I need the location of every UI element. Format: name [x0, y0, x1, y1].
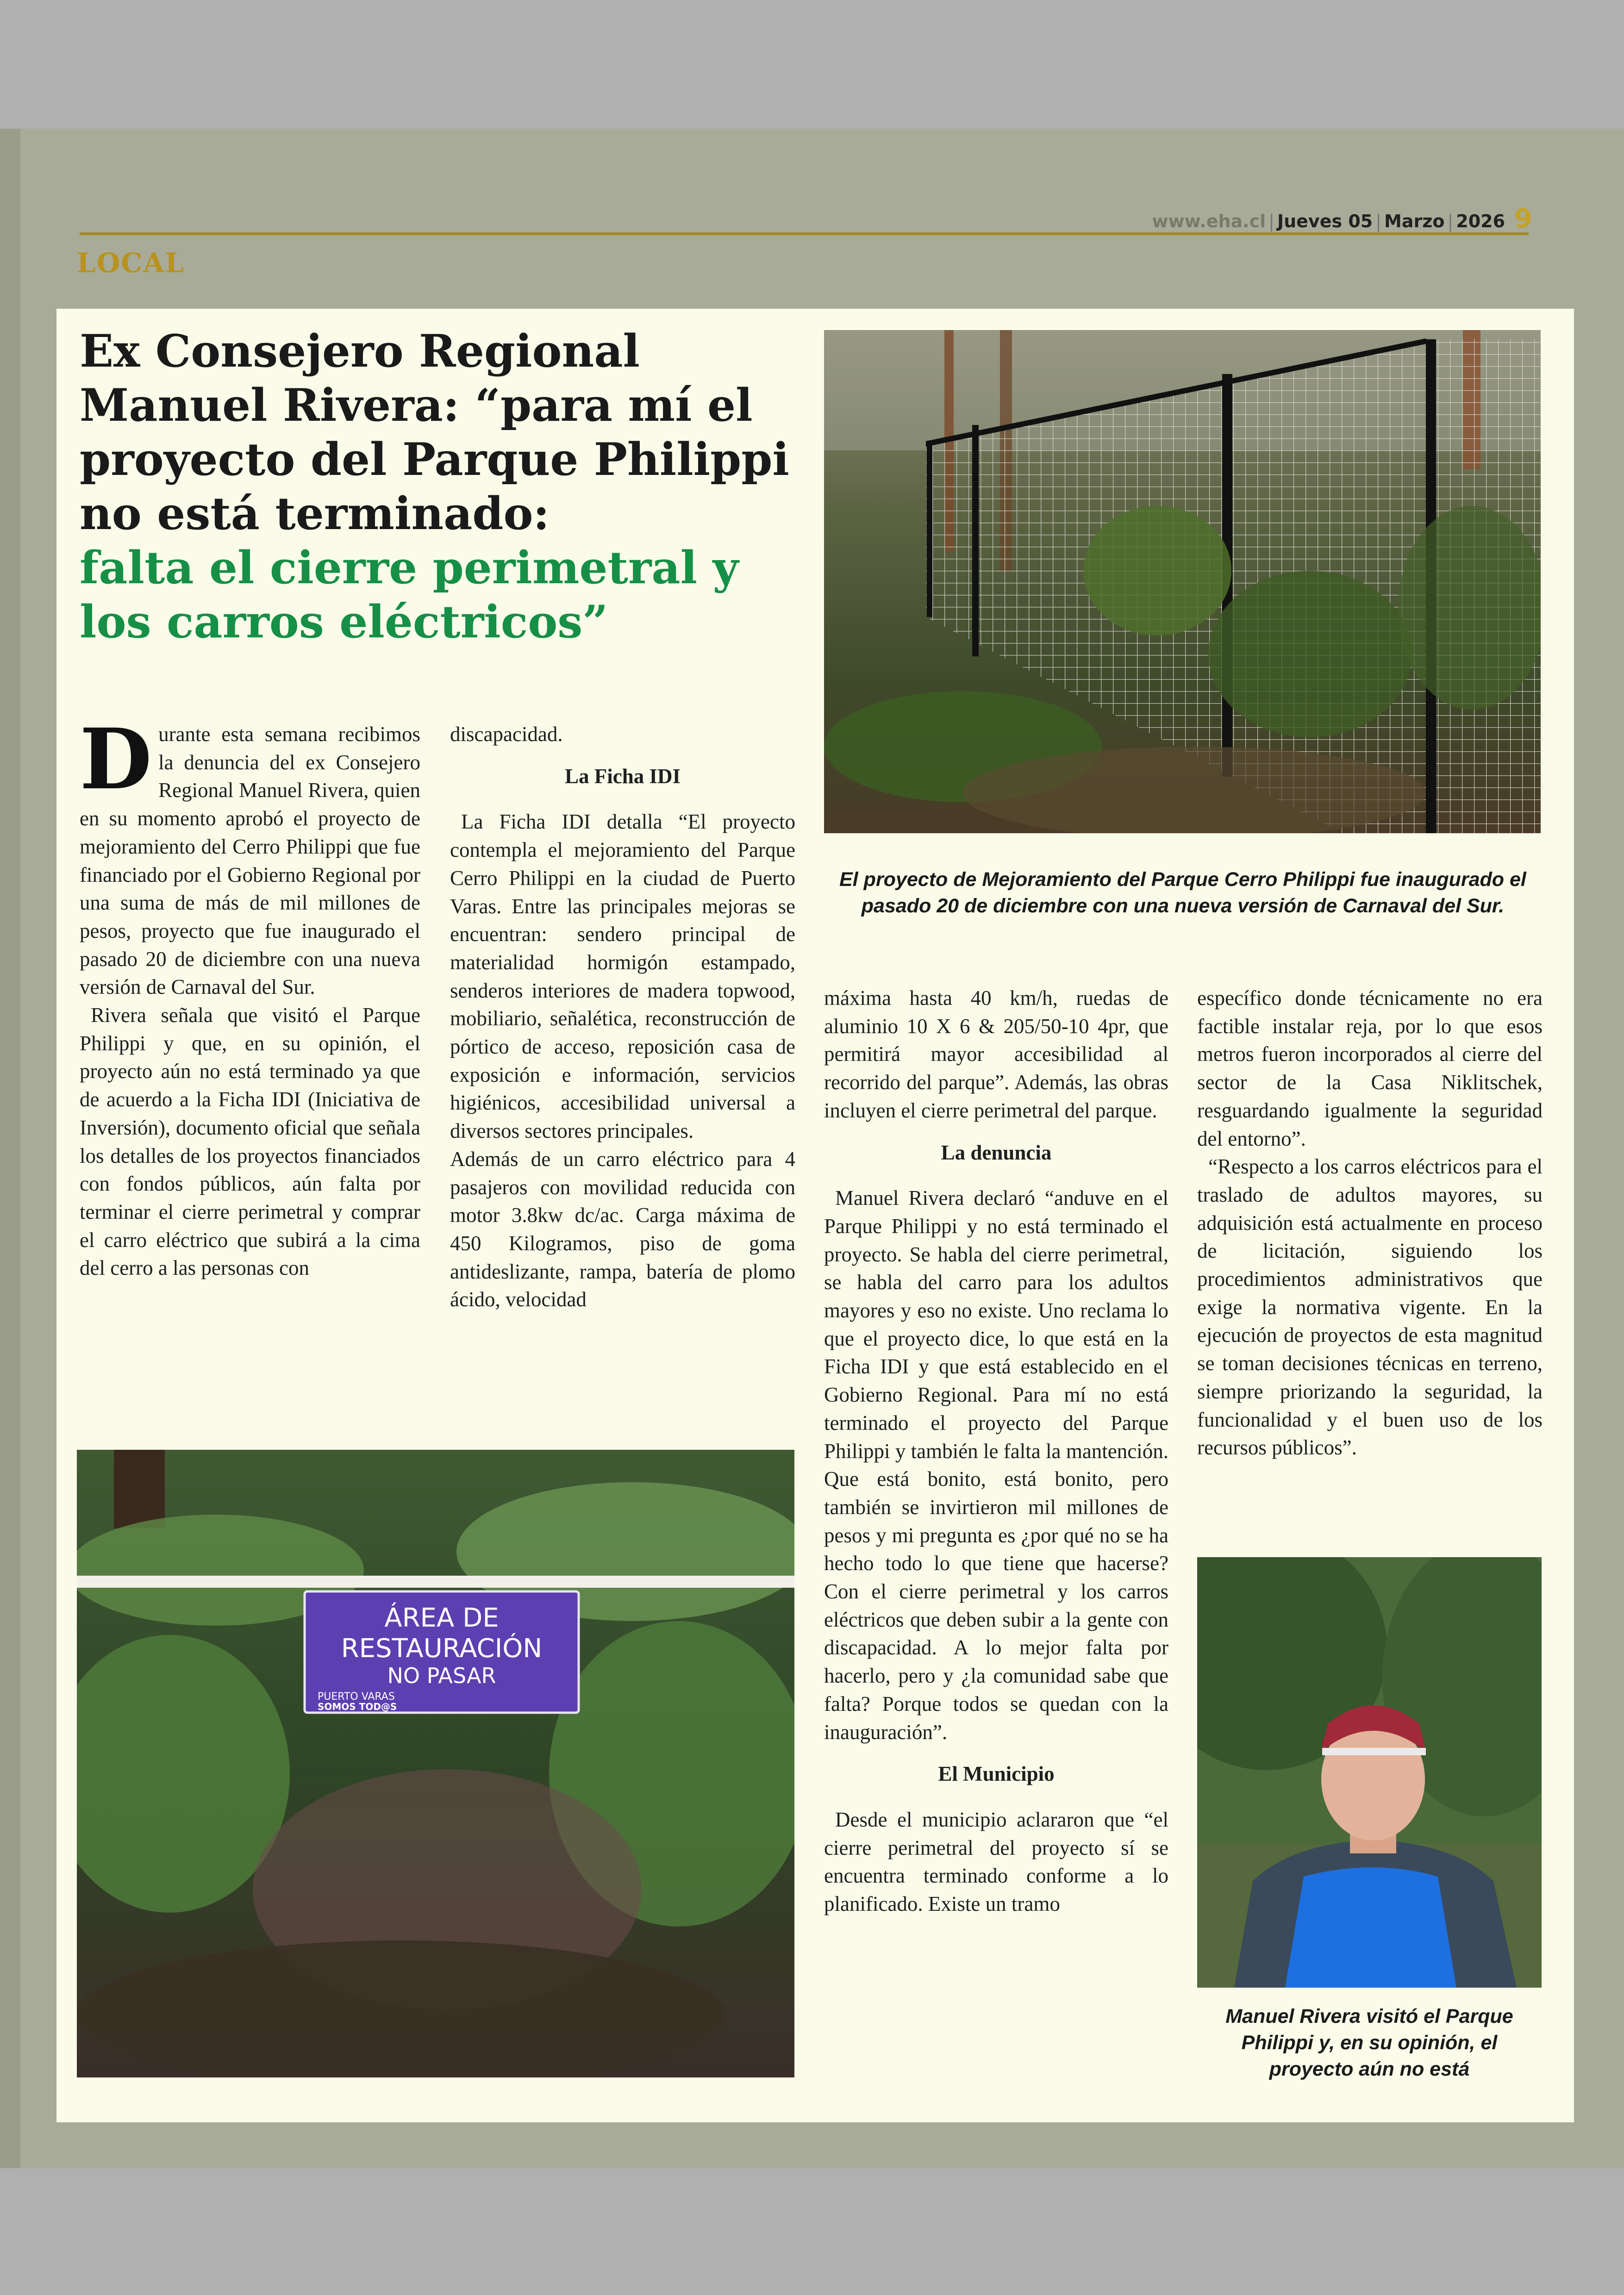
col3-paragraph-2: Manuel Rivera declaró “anduve en el Parque Philippi y no está terminado el proyecto. Se habla del cierre perimetral, se habla del carro para los adultos mayores y eso no existe. Uno reclama lo que el proyecto dice, lo que está en la Ficha IDI y que está establecido en el Gobierno Regional. Para mí no está terminado el proyecto del Parque Philippi y también le falta la mantención. Que está bonito, está bonito, pero también se invirtieron mil millones de pesos y mi pregunta es ¿por qué no se ha hecho todo lo que tiene que hacerse? Con el cierre perimetral y los carros eléctricos que deben subir a la gente con discapacidad. A lo mejor falta por hacerlo, pero y ¿la comunidad sabe que falta? Porque todos se quedan con la inauguración”. — [824, 1186, 1168, 1744]
sign-line-2: RESTAURACIÓN — [341, 1634, 543, 1664]
col1-paragraph-1: urante esta semana recibimos la denuncia del ex Consejero Regional Manuel Rivera, quien en su momento aprobó el proyecto de mejoramiento del Cerro Philippi que fue financiado por el Gobierno Regional por una suma de más de mil millones de pesos, proyecto que fue inaugurado el pasado 20 de diciembre con una nueva versión de Carnaval del Sur. — [80, 723, 420, 999]
page-number: 9 — [1514, 204, 1532, 234]
portrait-caption: Manuel Rivera visitó el Parque Philippi y, en su opinión, el proyecto aún no está — [1225, 2005, 1513, 2080]
article-column-1 — [80, 711, 420, 1282]
fence-photo — [824, 330, 1541, 833]
article-column-2 — [450, 720, 795, 1314]
col2-paragraph-2: Además de un carro eléctrico para 4 pasajeros con movilidad reducida con motor 3.8kw dc/ac. Carga máxima de 450 Kilogramos, piso de goma antideslizante, rampa, batería de plomo ácido, velocidad — [450, 1147, 795, 1311]
sign-line-1: ÁREA DE — [384, 1603, 499, 1633]
page-header: www.eha.cl | Jueves 05 | Marzo | 2026 9 — [1152, 204, 1532, 234]
drop-cap: D — [80, 711, 152, 808]
col2-paragraph-0: discapacidad. — [450, 723, 563, 746]
col4-paragraph-1: específico donde técnicamente no era factible instalar reja, por lo que esos metros fueron incorporados al cierre del sector de la Casa Niklitschek, resguardando igualmente la seguridad del entorno”. — [1197, 986, 1543, 1150]
manuel-rivera-portrait — [1197, 1557, 1542, 1988]
header-day: Jueves 05 — [1277, 211, 1373, 231]
header-year: 2026 — [1456, 211, 1505, 231]
col2-paragraph-1: La Ficha IDI detalla “El proyecto contempla el mejoramiento del Parque Cerro Philippi en la ciudad de Puerto Varas. Entre las principales mejoras se encuentran: sendero principal de materialidad hormigón estampado, senderos interiores de madera topwood, mobiliario, señalética, reconstrucción de pórtico de acceso, reposición casa de exposición e información, servicios higiénicos, accesibilidad universal a diversos sectores principales. — [450, 810, 795, 1143]
headline-part-2: falta el cierre perimetral y los carros eléctricos” — [80, 542, 739, 648]
headline-part-1: Ex Consejero Regional Manuel Rivera: “para mí el proyecto del Parque Philippi no está terminado: — [80, 325, 789, 540]
col3-paragraph-1: máxima hasta 40 km/h, ruedas de aluminio 10 X 6 & 205/50-10 4pr, que permitirá mayor accesibilidad al recorrido del parque”. Además, las obras incluyen el cierre perimetral del parque. — [824, 986, 1168, 1122]
col4-paragraph-2: “Respecto a los carros eléctricos para el traslado de adultos mayores, su adquisición está actualmente en proceso de licitación, siguiendo los procedimientos administrativos que exige la normativa vigente. En la ejecución de proyectos de esta magnitud se toman decisiones técnicas en terreno, siempre priorizando la seguridad, la funcionalidad y el buen uso de los recursos públicos”. — [1197, 1155, 1543, 1459]
header-rule — [80, 232, 1529, 235]
subhead-el-municipio: El Municipio — [938, 1762, 1055, 1786]
restoration-area-photo — [77, 1450, 794, 2077]
sign-small-1: PUERTO VARAS — [318, 1691, 395, 1703]
col1-paragraph-2: Rivera señala que visitó el Parque Philippi y que, en su opinión, el proyecto aún no está terminado ya que de acuerdo a la Ficha IDI (Iniciativa de Inversión), documento oficial que señala los detalles de los proyectos financiados con fondos públicos, aún falta por terminar el cierre perimetral y comprar el carro eléctrico que subirá a la cima del cerro a las personas con — [80, 1004, 420, 1280]
subhead-ficha-idi: La Ficha IDI — [564, 764, 681, 788]
sign-small-2: SOMOS TOD@S — [318, 1701, 397, 1712]
subhead-la-denuncia: La denuncia — [941, 1141, 1052, 1164]
header-month: Marzo — [1384, 211, 1445, 231]
site-url: www.eha.cl — [1152, 211, 1266, 231]
fence-photo-caption: El proyecto de Mejoramiento del Parque Cerro Philippi fue inaugurado el pasado 20 de diciembre con una nueva versión de Carnaval del Sur. — [839, 868, 1526, 917]
article-column-4 — [1197, 984, 1543, 1462]
article-column-3 — [824, 984, 1168, 1918]
sign-line-3: NO PASAR — [387, 1663, 496, 1688]
col3-paragraph-3: Desde el municipio aclararon que “el cierre perimetral del proyecto sí se encuentra terminado conforme a lo planificado. Existe un tramo — [824, 1808, 1168, 1916]
section-label: LOCAL — [77, 247, 185, 279]
article-headline — [80, 324, 802, 649]
